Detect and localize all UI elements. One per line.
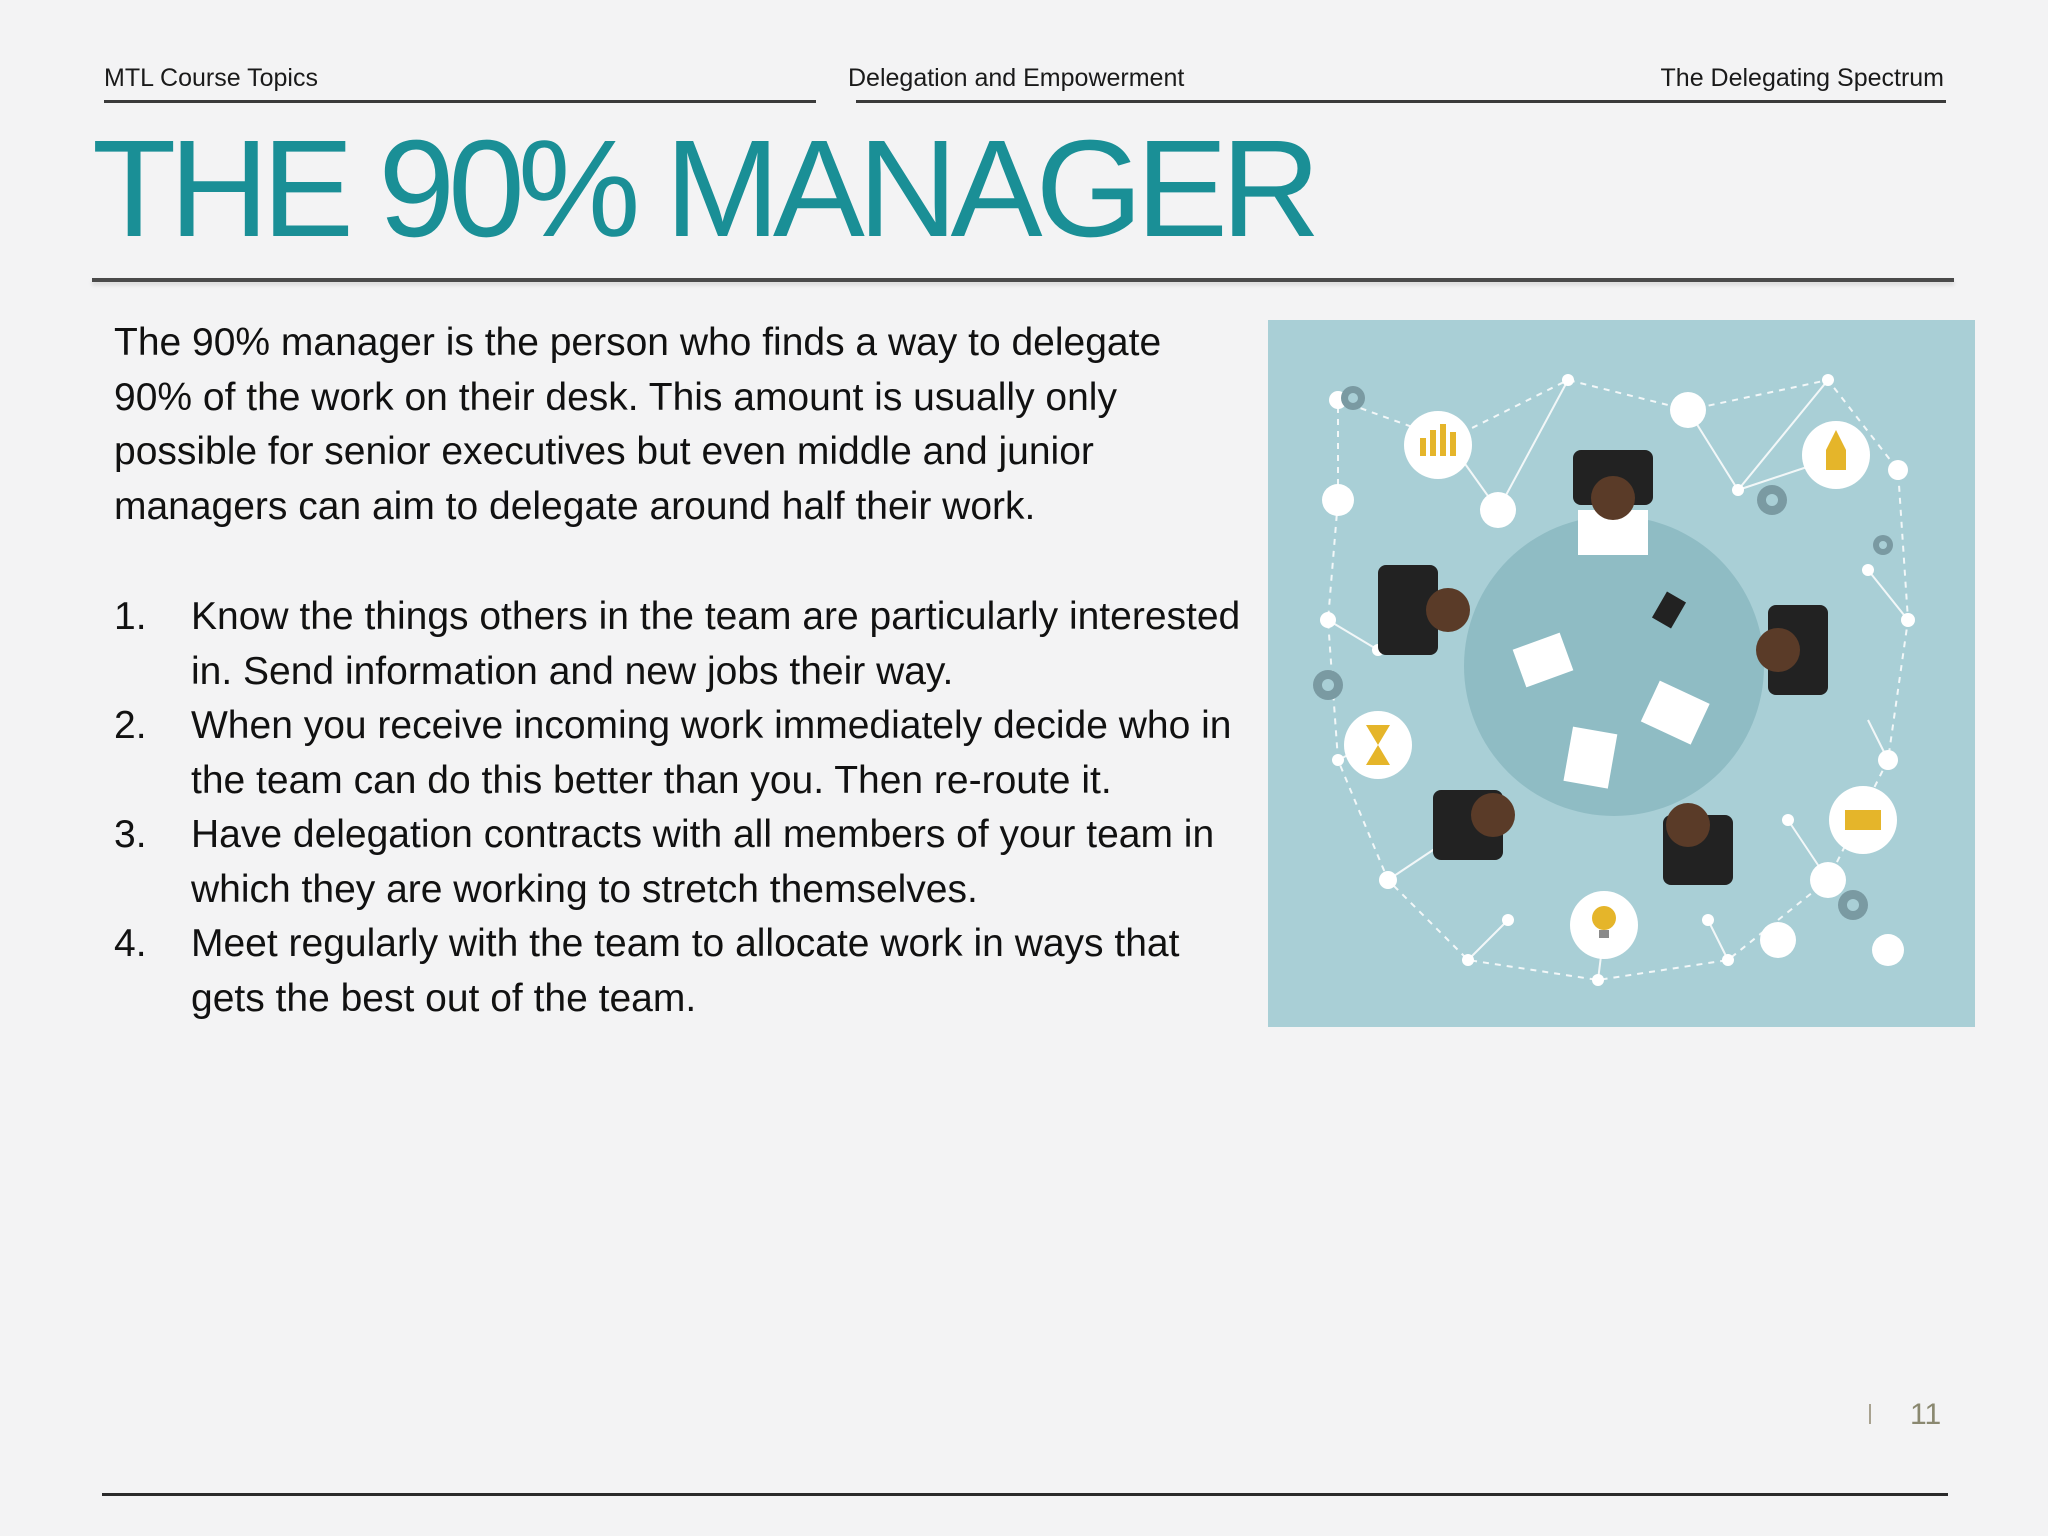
- list-item-number: 2.: [114, 704, 147, 747]
- header-course-topics: MTL Course Topics: [104, 64, 318, 92]
- list-item: [114, 917, 1244, 1026]
- list-item-number: 1.: [114, 595, 147, 638]
- list-item: [114, 590, 1244, 699]
- header-divider-right: [856, 100, 1946, 103]
- header-topic-title: The Delegating Spectrum: [1660, 64, 1944, 92]
- header-section-title: Delegation and Empowerment: [848, 64, 1185, 92]
- list-item: [114, 699, 1244, 808]
- header-divider-left: [104, 100, 816, 103]
- slide-title: THE 90% MANAGER: [92, 112, 1314, 266]
- page-number-divider: [1869, 1404, 1871, 1424]
- list-item-text: Meet regularly with the team to allocate work in ways that gets the best out of the team.: [191, 922, 1180, 1020]
- intro-paragraph: The 90% manager is the person who finds a way to delegate 90% of the work on their desk. This amount is usually only possible for senior executives but even middle and junior managers can aim to delegate around half their work.: [114, 321, 1162, 528]
- list-item-number: 4.: [114, 922, 147, 965]
- round-table: [1464, 516, 1764, 816]
- list-item: [114, 808, 1244, 917]
- list-item-text: Know the things others in the team are particularly interested in. Send information and new jobs their way.: [191, 595, 1241, 693]
- team-meeting-image: [1268, 320, 1975, 1027]
- slide-body: [114, 316, 1244, 1026]
- team-meeting-illustration: [1268, 320, 1975, 1027]
- list-item-text: When you receive incoming work immediately decide who in the team can do this better than you. Then re-route it.: [191, 704, 1232, 802]
- footer-rule: [102, 1493, 1948, 1496]
- title-underline: [92, 278, 1954, 282]
- page-number: 11: [1910, 1398, 1942, 1431]
- list-item-number: 3.: [114, 813, 147, 856]
- list-item-text: Have delegation contracts with all members of your team in which they are working to stretch themselves.: [191, 813, 1215, 911]
- steps-list: [114, 590, 1244, 1026]
